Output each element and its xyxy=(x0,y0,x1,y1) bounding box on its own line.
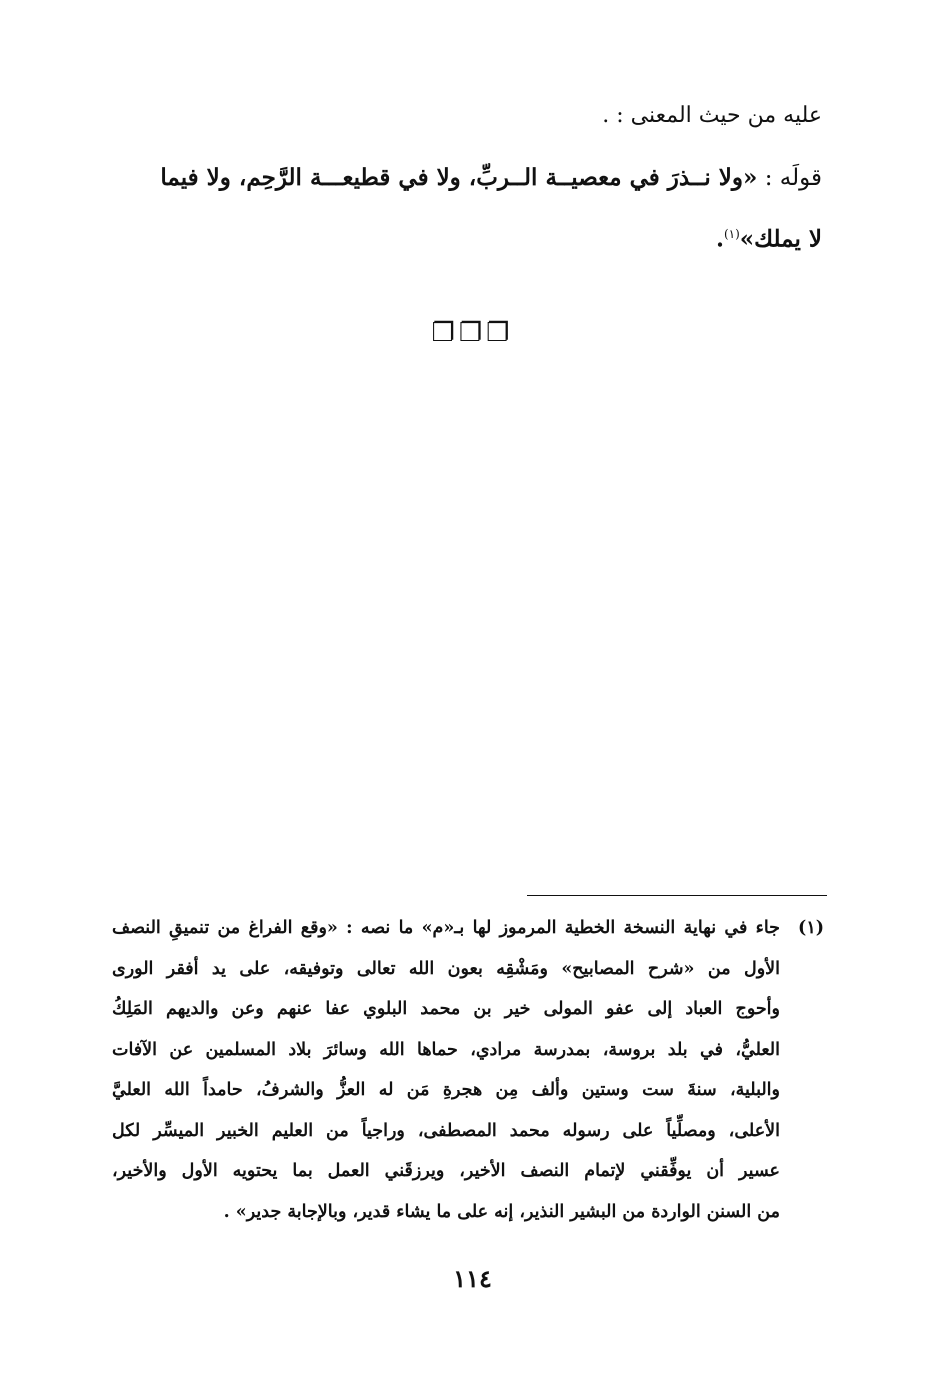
section-separator: ❐❐❐ xyxy=(431,318,514,348)
quote-text-2: لا يملك» xyxy=(739,225,822,253)
footnote-line: من السنن الواردة من البشير النذير، إنه على ما يشاء قدير، وبالإجابة جدير» . xyxy=(223,1201,780,1222)
page-number: ١١٤ xyxy=(453,1264,492,1293)
footnote-line: العليُّ، في بلد بروسة، بمدرسة مرادي، حماها الله وسائرَ بلاد المسلمين عن الآفات xyxy=(112,1039,780,1060)
footnote-divider xyxy=(527,895,827,896)
footnote-line: وأحوج العباد إلى عفو المولى خير بن محمد البلوي عفا عنهم وعن والديهم المَلِكُ xyxy=(112,999,780,1019)
quote-lead: قولَه : xyxy=(757,165,822,191)
hadith-quote xyxy=(112,150,822,268)
footnote-body xyxy=(112,908,780,1232)
footnote xyxy=(112,908,824,1232)
quote-line-1 xyxy=(112,150,822,206)
footnote-reference[interactable]: (١) xyxy=(723,227,740,241)
body-line-1: عليه من حيث المعنى : . xyxy=(602,103,822,128)
quote-line-2 xyxy=(112,206,822,268)
footnote-line: الأعلى، ومصلِّياً على رسوله محمد المصطفى، وراجياً من العليم الخبير الميسِّر لكل xyxy=(112,1120,780,1141)
footnote-line: والبلية، سنةَ ست وستين وألف مِن هجرةِ مَن له العزُّ والشرفُ، حامداً الله العليَّ xyxy=(112,1080,780,1100)
footnote-line: الأول من «شرح المصابيح» ومَشْقِه بعون الله تعالى وتوفيقه، على يد أفقر الورى xyxy=(112,958,780,979)
quote-end: . xyxy=(715,225,724,253)
quote-text-1: «ولا نــذرَ في معصيــة الــربِّ، ولا في قطيعـــة الرَّحِم، ولا فيما xyxy=(160,164,758,191)
body-text-line xyxy=(112,96,822,136)
footnote-line: عسير أن يوفِّقني لإتمام النصف الأخير، ويرزقَني العمل بما يحتويه الأول والأخير، xyxy=(112,1161,780,1181)
footnote-number: (١) xyxy=(798,918,824,938)
footnote-line: جاء في نهاية النسخة الخطية المرموز لها بـ«م» ما نصه : «وقع الفراغ من تنميقِ النصف xyxy=(112,918,780,938)
